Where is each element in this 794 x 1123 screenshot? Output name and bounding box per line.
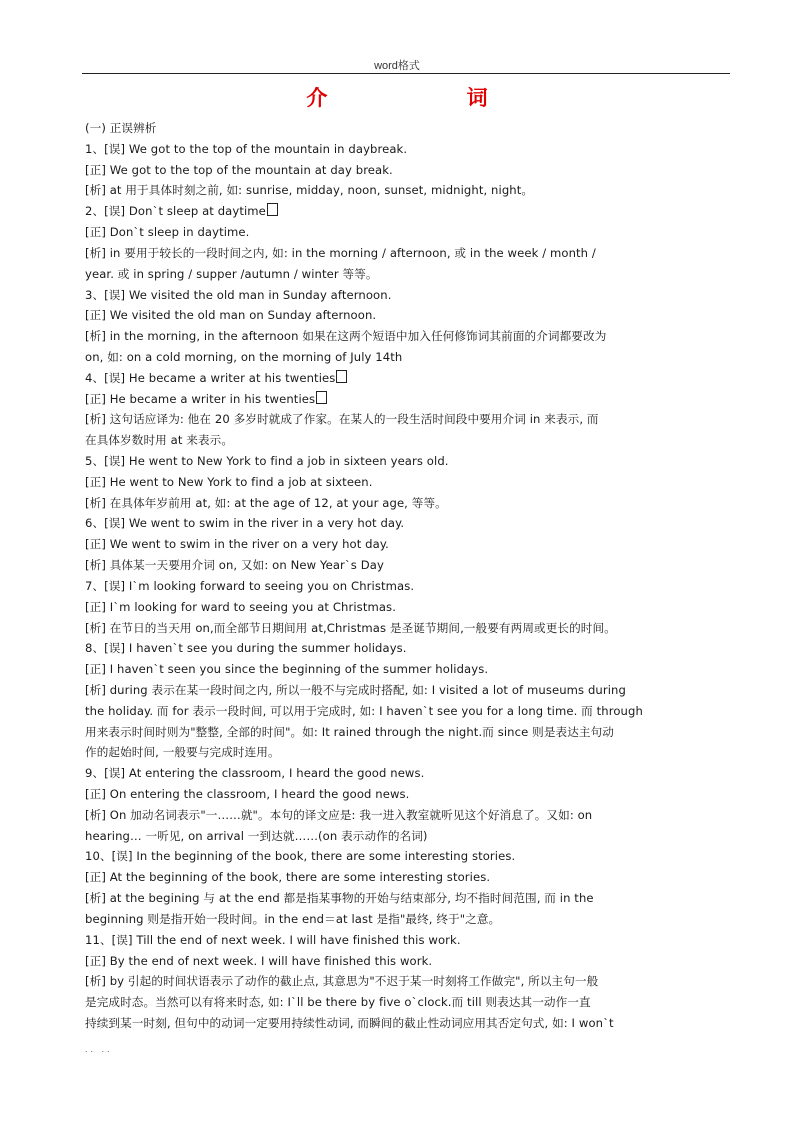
text-line: [正] I haven`t seen you since the beginning of the summer holidays.	[85, 662, 489, 677]
text-line: [析] 在节日的当天用 on,而全部节日期间用 at,Christmas 是圣诞节期间,一般要有两周或更长的时间。	[85, 620, 616, 635]
text-line: the holiday. 而 for 表示一段时间, 可以用于完成时, 如: I haven`t see you for a long time. 而 through	[85, 703, 643, 718]
text-line: [正] We went to swim in the river on a very hot day.	[85, 537, 389, 552]
text-line: [正] I`m looking for ward to seeing you at Christmas.	[85, 599, 396, 614]
text-line: [正] He went to New York to find a job at sixteen.	[85, 474, 373, 489]
text-line: 4、[误] He became a writer at his twenties	[85, 368, 765, 389]
text-line: 2、[误] Don`t sleep at daytime	[85, 201, 765, 222]
text-line: 在具体岁数时用 at 来表示。	[85, 433, 234, 448]
text-line: 是完成时态。当然可以有将来时态, 如: I`ll be there by five o`clock.而 till 则表达其一动作一直	[85, 995, 591, 1010]
text-line: [析] 具体某一天要用介词 on, 又如: on New Year`s Day	[85, 558, 384, 573]
text-line: [析] at 用于具体时刻之前, 如: sunrise, midday, noon, sunset, midnight, night。	[85, 183, 534, 198]
text-line: hearing… 一听见, on arrival 一到达就……(on 表示动作的名词)	[85, 828, 428, 843]
text-line: 作的起始时间, 一般要与完成时连用。	[85, 745, 280, 760]
text-line: 7、[误] I`m looking forward to seeing you on Christmas.	[85, 578, 415, 593]
page-footer: .. ..	[85, 1044, 113, 1054]
text-line: [析] in 要用于较长的一段时间之内, 如: in the morning / afternoon, 或 in the week / month /	[85, 245, 596, 260]
text-line: [析] 这句话应译为: 他在 20 多岁时就成了作家。在某人的一段生活时间段中要用介词 in 来表示, 而	[85, 412, 599, 427]
text-line: 用来表示时间时则为"整整, 全部的时间"。如: It rained through the night.而 since 则是表达主句动	[85, 724, 614, 739]
text-line: 10、[误] In the beginning of the book, there are some interesting stories.	[85, 849, 516, 864]
text-line: [正] We visited the old man on Sunday afternoon.	[85, 308, 377, 323]
text-line: [析] On 加动名词表示"一……就"。本句的译文应是: 我一进入教室就听见这个好消息了。又如: on	[85, 807, 593, 822]
text-line: 11、[误] Till the end of next week. I will have finished this work.	[85, 932, 461, 947]
text-line: year. 或 in spring / supper /autumn / winter 等等。	[85, 266, 378, 281]
text-line: (一) 正误辨析	[85, 121, 157, 135]
text-line: [析] at the begining 与 at the end 都是指某事物的开始与结束部分, 均不指时间范围, 而 in the	[85, 891, 594, 906]
text-line: [正] At the beginning of the book, there are some interesting stories.	[85, 870, 491, 885]
document-body	[85, 118, 765, 1034]
text-line: beginning 则是指开始一段时间。in the end＝at last 是指"最终, 终于"之意。	[85, 911, 501, 926]
text-line: 3、[误] We visited the old man in Sunday afternoon.	[85, 287, 392, 302]
text-line: 持续到某一时刻, 但句中的动词一定要用持续性动词, 而瞬间的截止性动词应用其否定句式, 如: I won`t	[85, 1015, 614, 1030]
text-line: [正] He became a writer in his twenties	[85, 389, 765, 410]
header-rule	[82, 73, 730, 74]
document-title: 介 词	[306, 85, 554, 110]
text-line: [析] by 引起的时间状语表示了动作的截止点, 其意思为"不迟于某一时刻将工作做完", 所以主句一般	[85, 974, 599, 989]
text-line: [析] during 表示在某一段时间之内, 所以一般不与完成时搭配, 如: I visited a lot of museums during	[85, 682, 626, 697]
text-line: 9、[误] At entering the classroom, I heard the good news.	[85, 766, 425, 781]
text-line: 8、[误] I haven`t see you during the summer holidays.	[85, 641, 407, 656]
missing-glyph-box	[316, 391, 327, 404]
text-line: [正] On entering the classroom, I heard the good news.	[85, 787, 410, 801]
text-line: on, 如: on a cold morning, on the morning of July 14th	[85, 349, 403, 364]
text-line: [正] We got to the top of the mountain at day break.	[85, 162, 393, 177]
text-line: [析] in the morning, in the afternoon 如果在这两个短语中加入任何修饰词其前面的介词都要改为	[85, 329, 607, 344]
page-header: word格式	[374, 60, 420, 72]
text-line: [析] 在具体年岁前用 at, 如: at the age of 12, at your age, 等等。	[85, 495, 447, 510]
text-line: 1、[误] We got to the top of the mountain in daybreak.	[85, 141, 408, 156]
text-line: 5、[误] He went to New York to find a job in sixteen years old.	[85, 454, 449, 468]
text-line: 6、[误] We went to swim in the river in a very hot day.	[85, 516, 405, 531]
missing-glyph-box	[336, 370, 347, 383]
text-line: [正] Don`t sleep in daytime.	[85, 225, 250, 240]
text-line: [正] By the end of next week. I will have finished this work.	[85, 953, 433, 968]
missing-glyph-box	[267, 203, 278, 216]
